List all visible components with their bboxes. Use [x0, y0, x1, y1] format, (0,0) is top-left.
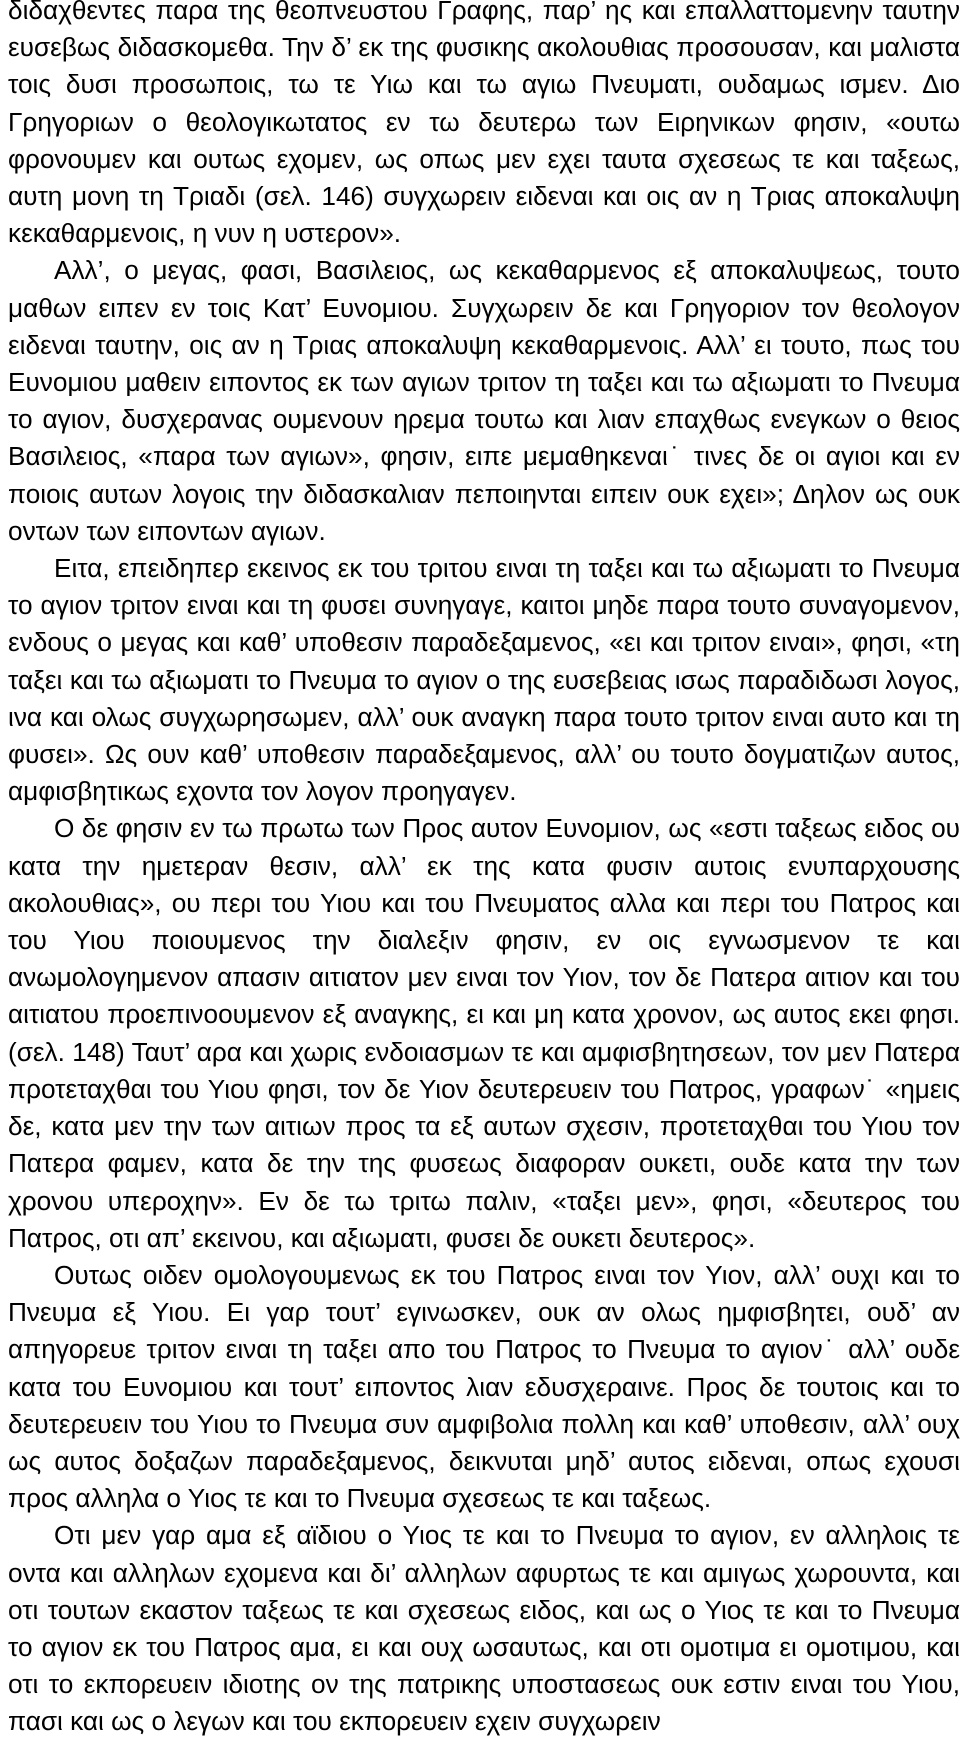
paragraph-2: Αλλ’, ο μεγας, φασι, Βασιλειος, ως κεκαθαρμενος εξ αποκαλυψεως, τουτο μαθων ειπεν εν τοις Κατ’ Ευνομιου. Συγχωρειν δε και Γρηγοριον τον θεολογον ειδεναι ταυτην, οις αν η Τριας αποκαλυψη κεκαθαρμενοις. Αλλ’ ει τουτο, πως του Ευνομιου μαθειν ειποντος εκ των αγιων τριτον τη ταξει και τω αξιωματι το Πνευμα το αγιον, δυσχερανας ουμενουν ηρεμα τουτω και λιαν επαχθως ενεγκων ο θειος Βασιλειος, «παρα των αγιων», φησιν, ειπε μεμαθηκεναι˙ τινες δε οι αγιοι και εν ποιοις αυτων λογοις την διδασκαλιαν πεποιηνται ειπειν ουκ εχει»; Δηλον ως ουκ οντων των ειποντων αγιων.: [8, 255, 960, 546]
paragraph-3: Ειτα, επειδηπερ εκεινος εκ του τριτου ειναι τη ταξει και τω αξιωματι το Πνευμα το αγιον τριτον ειναι και τη φυσει συνηγαγε, καιτοι μηδε παρα τουτο συναγομενον, ενδους ο μεγας και καθ’ υποθεσιν παραδεξαμενος, «ει και τριτον ειναι», φησι, «τη ταξει και τω αξιωματι το Πνευμα το αγιον ο της ευσεβειας ισως παραδιδωσι λογος, ινα και ολως συγχωρησωμεν, αλλ’ ουκ αναγκη παρα τουτο τριτον ειναι αυτο και τη φυσει». Ως ουν καθ’ υποθεσιν παραδεξαμενος, αλλ’ ου τουτο δογματιζων αυτος, αμφισβητικως εχοντα τον λογον προηγαγεν.: [8, 553, 960, 807]
paragraph-4: Ο δε φησιν εν τω πρωτω των Προς αυτον Ευνομιον, ως «εστι ταξεως ειδος ου κατα την ημετεραν θεσιν, αλλ’ εκ της κατα φυσιν αυτοις ενυπαρχουσης ακολουθιας», ου περι του Υιου και του Πνευματος αλλα και περι του Πατρος και του Υιου ποιουμενος την διαλεξιν φησιν, εν οις εγνωσμενον τε και ανωμολογημενον απασιν αιτιατον μεν ειναι τον Υιον, τον δε Πατερα αιτιον και του αιτιατου προεπινοουμενον εξ αναγκης, ει και μη κατα χρονον, ως αυτος εκει φησι. (σελ. 148) Ταυτ’ αρα και χωρις ενδοιασμων τε και αμφισβητησεων, τον μεν Πατερα προτεταχθαι του Υιου φησι, τον δε Υιον δευτερευειν του Πατρος, γραφων˙ «ημεις δε, κατα μεν την των αιτιων προς τα εξ αυτων σχεσιν, προτεταχθαι του Υιου τον Πατερα φαμεν, κατα δε την της φυσεως διαφοραν ουκετι, ουδε κατα την των χρονου υπεροχην». Εν δε τω τριτω παλιν, «ταξει μεν», φησι, «δευτερος του Πατρος, οτι απ’ εκεινου, και αξιωματι, φυσει δε ουκετι δευτερος».: [8, 813, 960, 1253]
paragraph-5: Ουτως οιδεν ομολογουμενως εκ του Πατρος ειναι τον Υιον, αλλ’ ουχι και το Πνευμα εξ Υιου. Ει γαρ τουτ’ εγινωσκεν, ουκ αν ολως ημφισβητει, ουδ’ αν απηγορευε τριτον ειναι τη ταξει απο του Πατρος το Πνευμα το αγιον˙ αλλ’ ουδε κατα του Ευνομιου και τουτ’ ειποντος λιαν εδυσχεραινε. Προς δε τουτοις και το δευτερευειν του Υιου το Πνευμα συν αμφιβολια πολλη και καθ’ υποθεσιν, αλλ’ ουχ ως αυτος δοξαζων παραδεξαμενος, δεικνυται μηδ’ αυτος ειδεναι, οπως εχουσι προς αλληλα ο Υιος τε και το Πνευμα σχεσεως τε και ταξεως.: [8, 1259, 960, 1514]
paragraph-6: Οτι μεν γαρ αμα εξ αϊδιου ο Υιος τε και το Πνευμα το αγιον, εν αλληλοις τε οντα και αλληλων εχομενα και δι’ αλληλων αφυρτως τε και αμιγως χωρουντα, και οτι τουτων εκαστον ταξεως τε και σχεσεως ειδος, και ως ο Υιος τε και το Πνευμα το αγιον εκ του Πατρος αμα, ει και ουχ ωσαυτως, και οτι ομοτιμα ει ομοτιμου, και οτι το εκπορευειν ιδιοτης ον της πατρικης υποστασεως ουκ εστιν ειναι του Υιου, πασι και ως ο λεγων και του εκπορευειν εχειν συγχωρειν: [8, 1520, 960, 1737]
paragraph-1: διδαχθεντες παρα της θεοπνευστου Γραφης, παρ’ ης και επαλλαττομενην ταυτην ευσεβως διδασκομεθα. Την δ’ εκ της φυσικης ακολουθιας προσουσαν, και μαλιστα τοις δυσι προσωποις, τω τε Υιω και τω αγιω Πνευματι, ουδαμως ισμεν. Διο Γρηγοριων ο θεολογικωτατος εν τω δευτερω των Ειρηνικων φησιν, «ουτω φρονουμεν και ουτως εχομεν, ως οπως μεν εχει ταυτα σχεσεως τε και ταξεως, αυτη μονη τη Τριαδι (σελ. 146) συγχωρειν ειδεναι και οις αν η Τριας αποκαλυψη κεκαθαρμενοις, η νυν η υστερον».: [8, 0, 960, 249]
